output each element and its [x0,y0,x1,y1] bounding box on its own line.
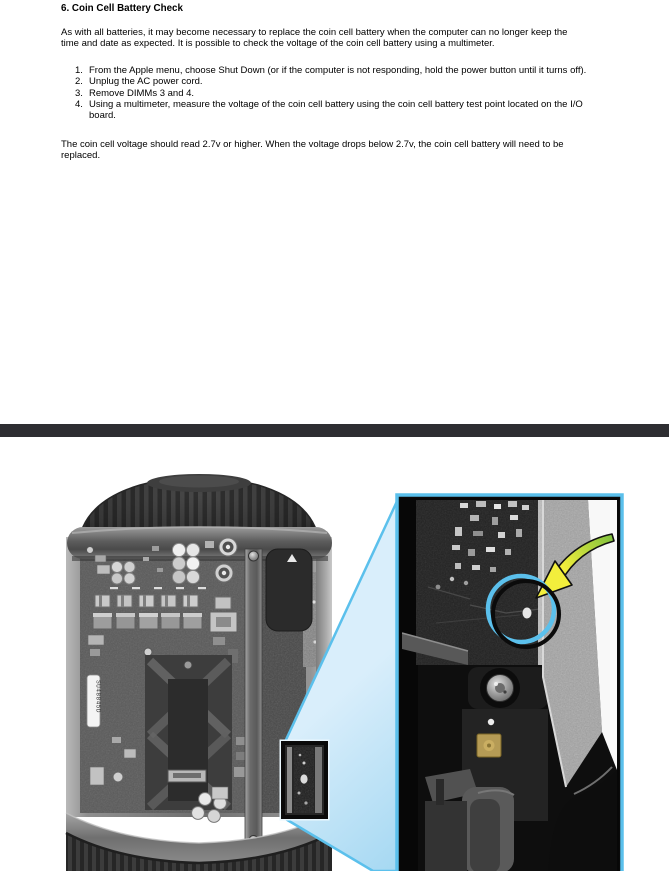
step-text: Unplug the AC power cord. [89,76,203,88]
io-board-photo [402,500,617,871]
step-text: Using a multimeter, measure the voltage of the coin cell battery using the coin cell battery test point located on the I/O [89,98,583,110]
callout-box [397,495,622,871]
section-title: 6. Coin Cell Battery Check [61,3,183,14]
support-strut [245,549,262,847]
step-item-4 [75,99,586,122]
step-text: From the Apple menu, choose Shut Down (or if the computer is not responding, hold the power button until it turns off). [89,65,587,76]
sticker-text: SU48845D [94,680,102,713]
divider-bar [0,424,669,437]
closing-paragraph [61,139,564,162]
step-item-2 [75,76,586,87]
intro-line: As with all batteries, it may become necessary to replace the coin cell battery when the computer can no longer keep the [61,27,568,38]
step-item-3 [75,88,586,99]
test-point-dot-small [300,774,307,783]
step-number: 4. [75,98,83,110]
closing-line: The coin cell voltage should read 2.7v or higher. When the voltage drops below 2.7v, the coin cell battery will need to be [61,139,564,150]
step-number: 2. [75,76,83,88]
step-number: 3. [75,87,83,99]
locator-dot [488,719,494,725]
step-text: board. [89,110,116,122]
figure-coin-cell-test-point [0,437,669,871]
test-point-dot [523,608,532,619]
intro-paragraph [61,27,567,50]
steps-list [75,65,586,121]
gold-test-pad [477,734,501,757]
highlight-rectangle [281,741,329,820]
sticker-label [87,675,102,727]
screw [480,668,520,708]
closing-line: replaced. [61,150,101,162]
lock-latch [266,549,312,631]
step-text: Remove DIMMs 3 and 4. [89,87,195,99]
intro-line: time and date as expected. It is possible to check the voltage of the coin cell battery using a multimeter. [61,38,495,50]
step-number: 1. [75,65,83,76]
step-item-1 [75,65,586,76]
